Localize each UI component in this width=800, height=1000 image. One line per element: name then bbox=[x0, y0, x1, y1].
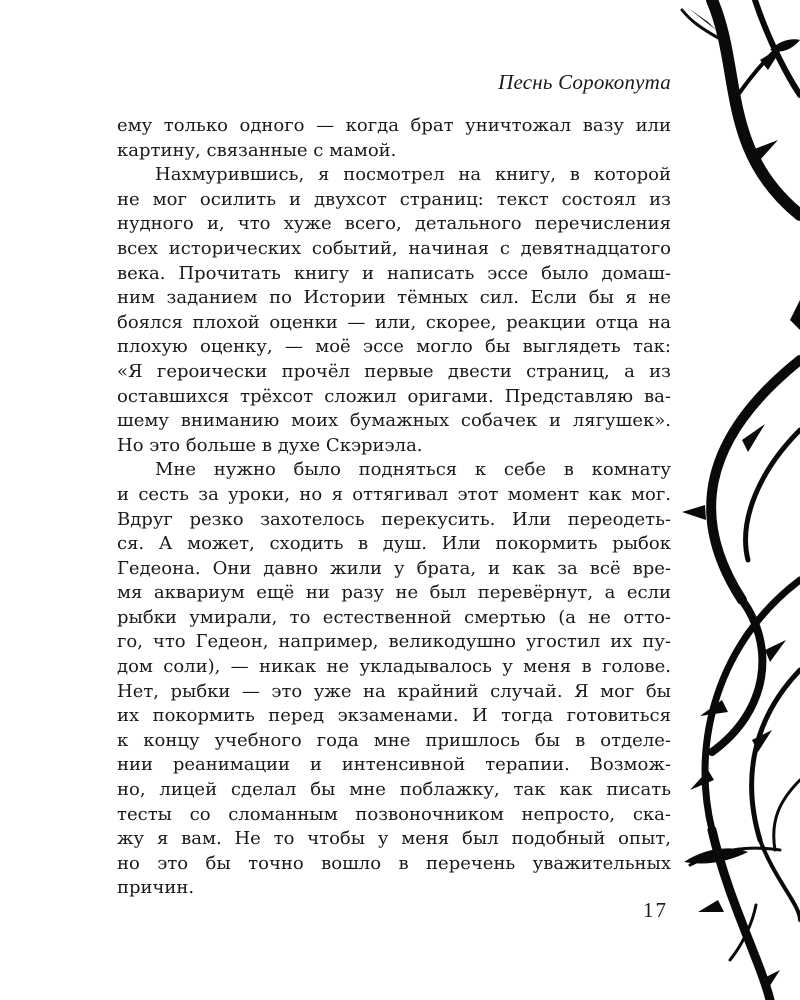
text-line: не мог осилить и двухсот страниц: текст состоял из bbox=[117, 188, 671, 210]
text-line: жу я вам. Не то чтобы у меня был подобный опыт, bbox=[117, 828, 671, 850]
text-line: Нет, рыбки — это уже на крайний случай. Я мог бы bbox=[117, 680, 671, 702]
text-line: ся. А может, сходить в душ. Или покормить рыбок bbox=[117, 533, 671, 555]
text-line: но это бы точно вошло в перечень уважительных bbox=[117, 852, 671, 874]
text-line: «Я героически прочёл первые двести страниц, а из bbox=[117, 360, 671, 382]
running-head: Песнь Сорокопута bbox=[498, 70, 671, 94]
text-line: их покормить перед экзаменами. И тогда готовиться bbox=[117, 705, 671, 727]
text-line: шему вниманию моих бумажных собачек и лягушек». bbox=[117, 410, 671, 432]
text-line: к концу учебного года мне пришлось бы в отделе- bbox=[117, 729, 671, 751]
text-line: ним заданием по Истории тёмных сил. Если бы я не bbox=[117, 287, 671, 309]
text-line: плохую оценку, — моё эссе могло бы выглядеть так: bbox=[117, 336, 671, 358]
text-line: боялся плохой оценки — или, скорее, реакции отца на bbox=[117, 311, 671, 333]
text-line: дом соли), — никак не укладывалось у меня в голове. bbox=[117, 656, 671, 678]
text-line: нии реанимации и интенсивной терапии. Возмож- bbox=[117, 754, 671, 776]
text-line: Нахмурившись, я посмотрел на книгу, в которой bbox=[155, 164, 671, 186]
text-line: всех исторических событий, начиная с девятнадцатого bbox=[117, 237, 671, 259]
text-line: Гедеона. Они давно жили у брата, и как за всё вре- bbox=[117, 557, 671, 579]
text-line: Но это больше в духе Скэриэла. bbox=[117, 434, 423, 456]
text-line: причин. bbox=[117, 877, 195, 899]
page-number: 17 bbox=[643, 898, 668, 922]
text-line: ему только одного — когда брат уничтожал вазу или bbox=[117, 115, 671, 136]
text-line: тесты со сломанным позвоночником непросто, ска- bbox=[117, 803, 671, 825]
text-line: Мне нужно было подняться к себе в комнату bbox=[155, 459, 671, 481]
text-line: мя аквариум ещё ни разу не был перевёрнут, а если bbox=[117, 582, 671, 604]
text-line: века. Прочитать книгу и написать эссе было домаш- bbox=[117, 262, 671, 284]
text-line: оставшихся трёхсот сложил оригами. Представляю ва- bbox=[117, 385, 671, 407]
text-line: рыбки умирали, то естественной смертью (а не отто- bbox=[117, 606, 671, 628]
text-line: нудного и, что хуже всего, детального перечисления bbox=[117, 213, 671, 235]
text-line: и сесть за уроки, но я оттягивал этот момент как мог. bbox=[117, 483, 671, 505]
text-line: Вдруг резко захотелось перекусить. Или переодеть- bbox=[117, 508, 671, 530]
text-line: го, что Гедеон, например, великодушно угостил их пу- bbox=[117, 631, 671, 653]
text-line: но, лицей сделал бы мне поблажку, так как писать bbox=[117, 779, 671, 801]
text-line: картину, связанные с мамой. bbox=[117, 139, 397, 161]
